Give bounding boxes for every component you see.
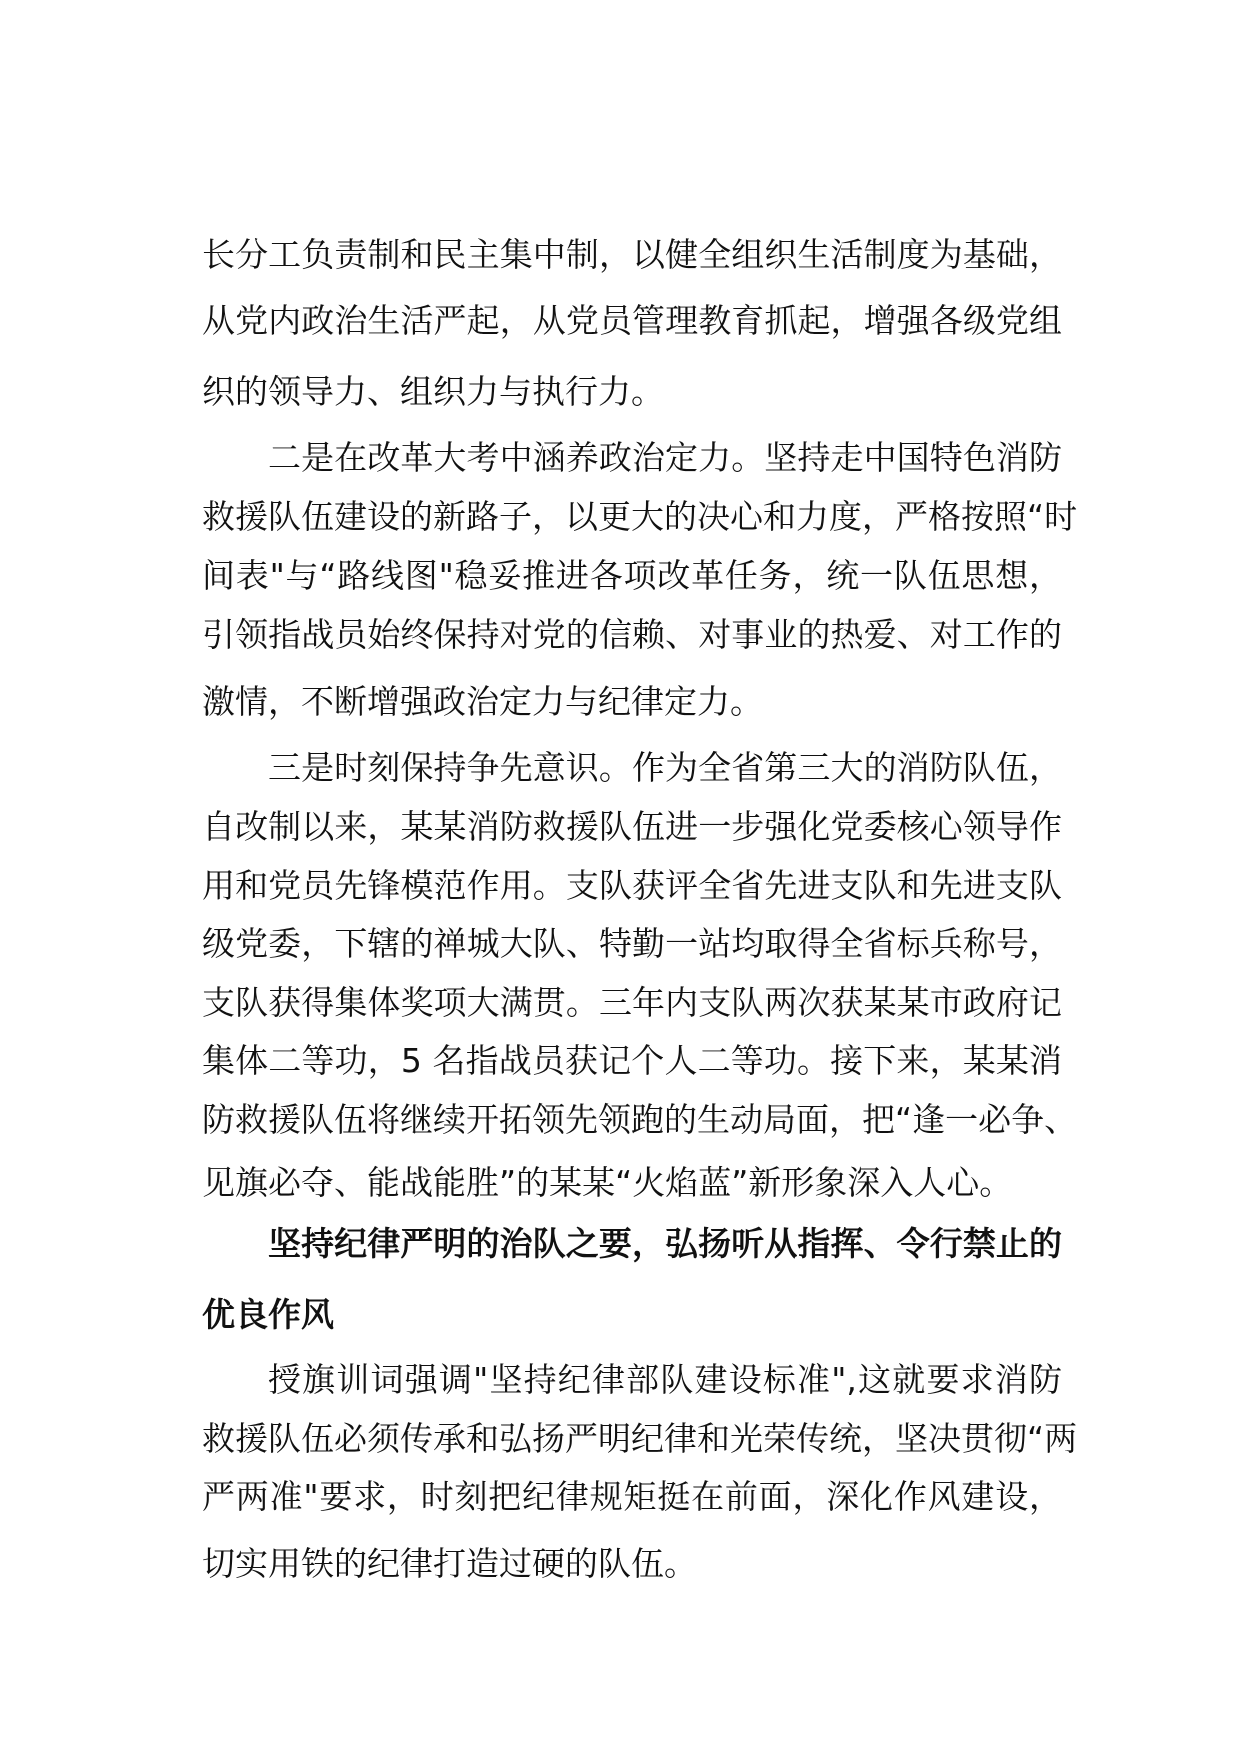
paragraph-1-line-3: 织的领导力、组织力与执行力。 <box>202 372 664 411</box>
paragraph-5-line-4: 切实用铁的纪律打造过硬的队伍。 <box>202 1544 697 1583</box>
paragraph-2-line-4: 引领指战员始终保持对党的信赖、对事业的热爱、对工作的 <box>202 615 1062 654</box>
section-heading-line-2: 优良作风 <box>202 1295 334 1334</box>
paragraph-2-line-3: 间表"与“路线图"稳妥推进各项改革任务，统一队伍思想， <box>202 556 1062 595</box>
paragraph-5-line-3: 严两准"要求，时刻把纪律规矩挺在前面，深化作风建设， <box>202 1477 1062 1516</box>
paragraph-3-line-2: 自改制以来，某某消防救援队伍进一步强化党委核心领导作 <box>202 807 1062 846</box>
section-heading-line-1: 坚持纪律严明的治队之要，弘扬听从指挥、令行禁止的 <box>268 1224 1062 1263</box>
paragraph-5-line-2: 救援队伍必须传承和弘扬严明纪律和光荣传统，坚决贯彻“两 <box>202 1419 1078 1458</box>
paragraph-3-line-4: 级党委，下辖的禅城大队、特勤一站均取得全省标兵称号， <box>202 924 1062 963</box>
paragraph-2-line-2: 救援队伍建设的新路子，以更大的决心和力度，严格按照“时 <box>202 497 1078 536</box>
paragraph-3-line-8: 见旗必夺、能战能胜”的某某“火焰蓝”新形象深入人心。 <box>202 1163 1013 1202</box>
paragraph-1-line-2: 从党内政治生活严起，从党员管理教育抓起，增强各级党组 <box>202 301 1062 340</box>
paragraph-5-line-1: 授旗训词强调"坚持纪律部队建设标准",这就要求消防 <box>268 1360 1062 1399</box>
paragraph-3-line-1: 三是时刻保持争先意识。作为全省第三大的消防队伍， <box>268 748 1062 787</box>
paragraph-3-line-5: 支队获得集体奖项大满贯。三年内支队两次获某某市政府记 <box>202 983 1062 1022</box>
paragraph-2-line-5: 激情，不断增强政治定力与纪律定力。 <box>202 682 763 721</box>
paragraph-3-line-7: 防救援队伍将继续开拓领先领跑的生动局面，把“逢一必争、 <box>202 1100 1078 1139</box>
paragraph-3-line-3: 用和党员先锋模范作用。支队获评全省先进支队和先进支队 <box>202 866 1062 905</box>
paragraph-2-line-1: 二是在改革大考中涵养政治定力。坚持走中国特色消防 <box>268 438 1062 477</box>
paragraph-3-line-6: 集体二等功，5 名指战员获记个人二等功。接下来，某某消 <box>202 1041 1062 1080</box>
paragraph-1-line-1: 长分工负责制和民主集中制，以健全组织生活制度为基础， <box>202 235 1062 274</box>
